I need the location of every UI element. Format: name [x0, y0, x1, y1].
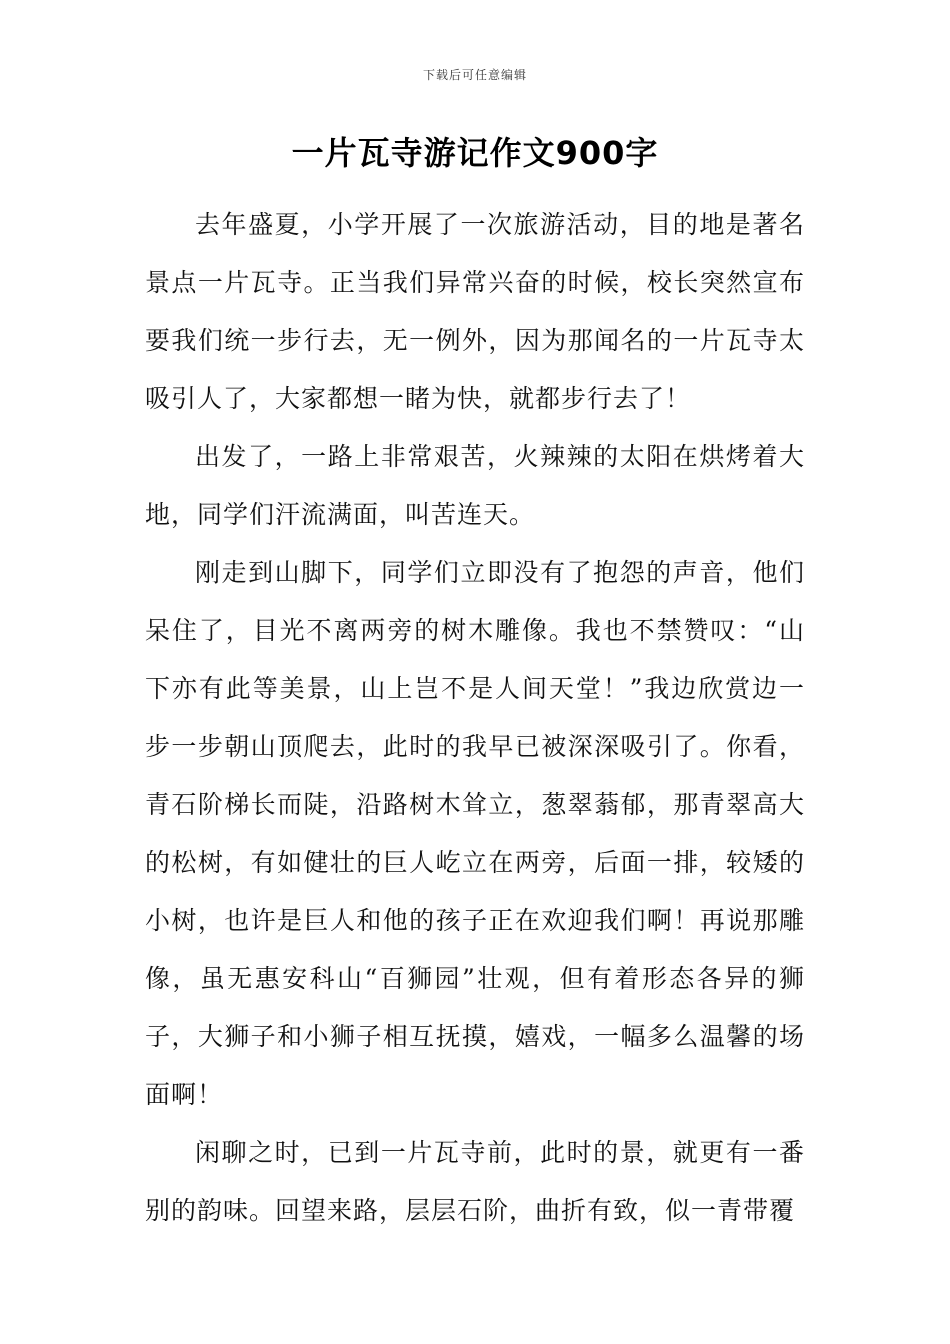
paragraph: 刚走到山脚下，同学们立即没有了抱怨的声音，他们呆住了，目光不离两旁的树木雕像。我也不禁赞叹：“山下亦有此等美景，山上岂不是人间天堂！”我边欣赏边一步一步朝山顶爬去，此时的我早已被深深吸引了。你看，青石阶梯长而陡，沿路树木耸立，葱翠蓊郁，那青翠高大的松树，有如健壮的巨人屹立在两旁，后面一排，较矮的小树，也许是巨人和他的孩子正在欢迎我们啊！再说那雕像，虽无惠安科山“百狮园”壮观，但有着形态各异的狮子，大狮子和小狮子相互抚摸，嬉戏，一幅多么温馨的场面啊！	[145, 558, 805, 1109]
document-title: 一片瓦寺游记作文900字	[291, 134, 659, 172]
paragraph: 出发了，一路上非常艰苦，火辣辣的太阳在烘烤着大地，同学们汗流满面，叫苦连天。	[145, 442, 805, 529]
document-body	[145, 196, 805, 1240]
paragraph: 去年盛夏，小学开展了一次旅游活动，目的地是著名景点一片瓦寺。正当我们异常兴奋的时候，校长突然宣布要我们统一步行去，无一例外，因为那闻名的一片瓦寺太吸引人了，大家都想一睹为快，就都步行去了！	[145, 210, 805, 413]
paragraph: 闲聊之时，已到一片瓦寺前，此时的景，就更有一番别的韵味。回望来路，层层石阶，曲折有致，似一青带覆	[145, 1138, 805, 1225]
header-note: 下载后可任意编辑	[422, 68, 527, 82]
